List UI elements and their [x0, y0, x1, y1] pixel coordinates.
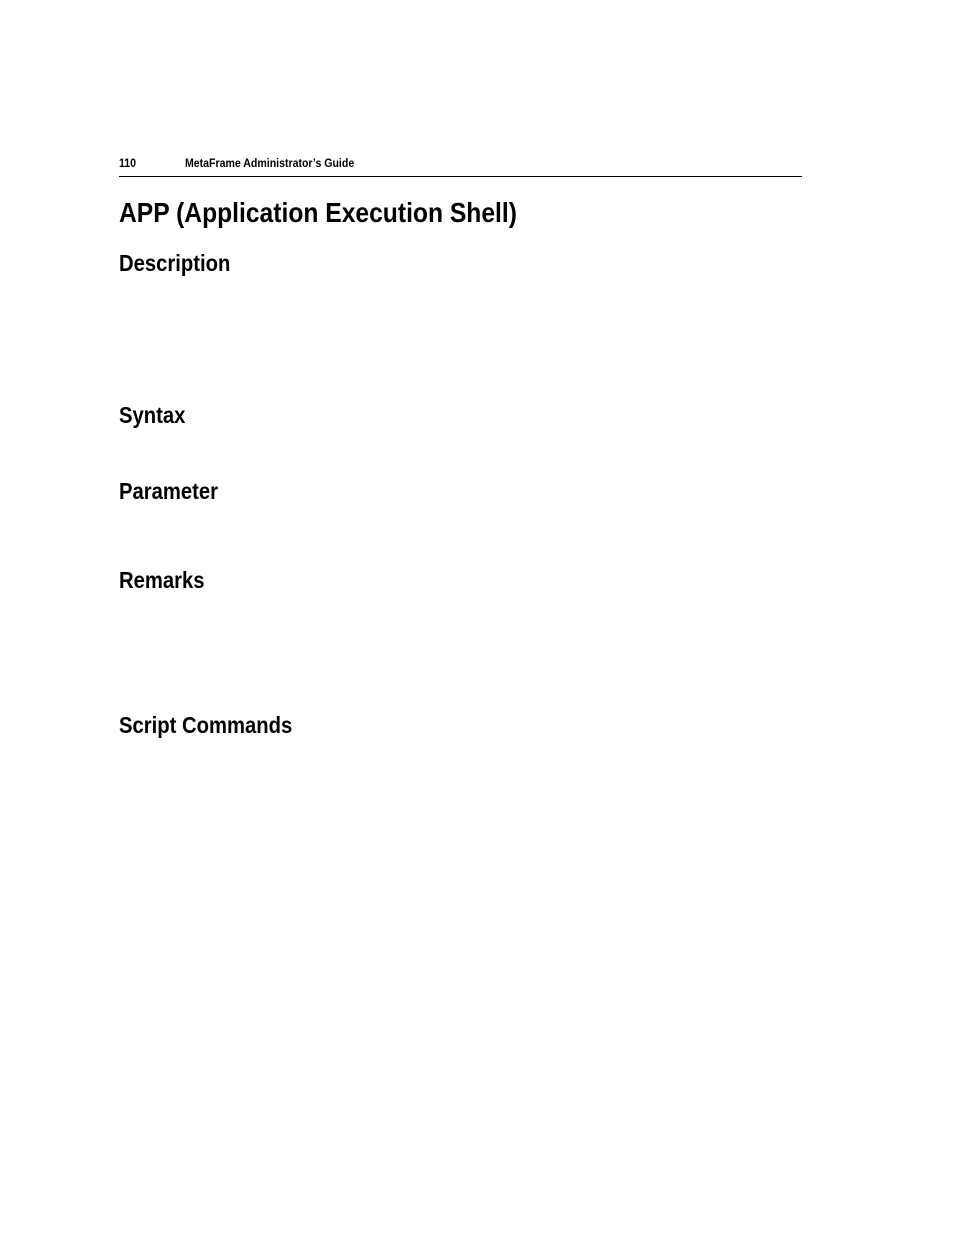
running-title: MetaFrame Administrator’s Guide	[185, 156, 355, 170]
section-heading-description: Description	[119, 250, 231, 276]
page-number: 110	[119, 156, 137, 170]
section-heading-parameter: Parameter	[119, 478, 219, 504]
page-title: APP (Application Execution Shell)	[119, 197, 517, 228]
page-header	[119, 154, 802, 177]
section-heading-script-commands: Script Commands	[119, 712, 293, 738]
section-heading-syntax: Syntax	[119, 402, 186, 428]
section-heading-remarks: Remarks	[119, 567, 205, 593]
